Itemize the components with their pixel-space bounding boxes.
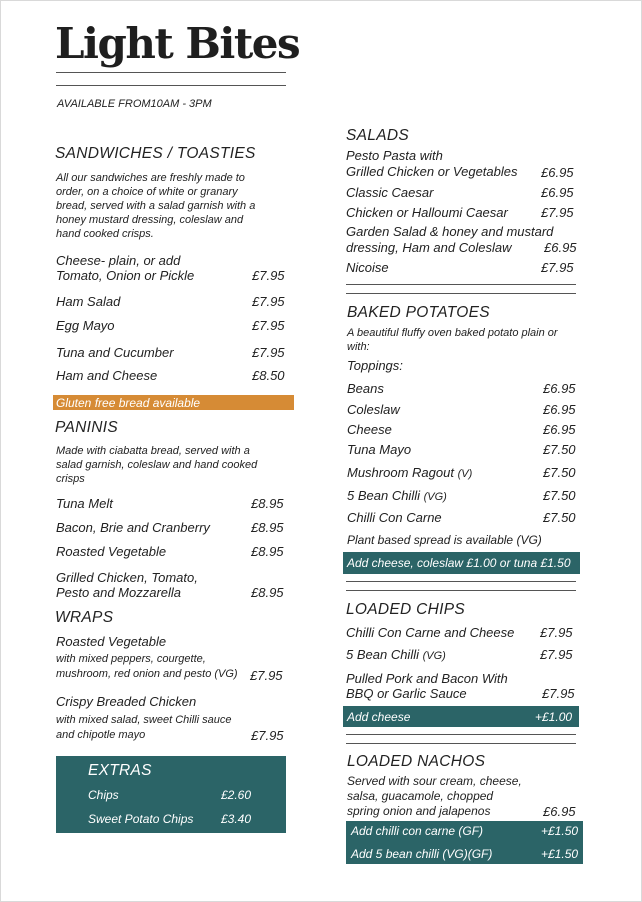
menu-item-price: £7.95	[251, 728, 284, 743]
menu-item-name: Tuna Melt	[56, 496, 113, 511]
item-line: dressing, Ham and Coleslaw	[346, 240, 512, 255]
menu-item-price: £6.95	[544, 240, 577, 255]
menu-item-price: £6.95	[541, 185, 574, 200]
menu-item-price: £6.95	[543, 402, 576, 417]
section-heading-salads: SALADS	[346, 127, 409, 144]
detail-line: and chipotle mayo	[56, 729, 146, 741]
desc-line: bread, served with a salad garnish with a	[56, 200, 256, 212]
divider	[346, 284, 576, 285]
menu-item-name: Bacon, Brie and Cranberry	[56, 520, 210, 535]
diet-tag: (VG)	[423, 491, 447, 503]
menu-item-price: £7.95	[540, 647, 573, 662]
menu-item-name	[346, 647, 446, 664]
menu-item-name	[56, 253, 194, 283]
desc-line: Served with sour cream, cheese,	[347, 774, 522, 788]
paninis-description	[56, 444, 296, 486]
divider	[346, 734, 576, 735]
item-line: Pulled Pork and Bacon With	[346, 671, 508, 686]
menu-item-price: £7.95	[542, 686, 575, 701]
extras-item-price: £3.40	[221, 812, 252, 826]
menu-item-price: £7.50	[543, 465, 576, 480]
menu-item-name	[346, 148, 518, 179]
addon-price: +£1.50	[541, 824, 579, 838]
section-heading-baked-potatoes: BAKED POTATOES	[347, 304, 490, 321]
desc-line: salsa, guacamole, chopped	[347, 789, 494, 803]
menu-item-price: £8.95	[251, 496, 284, 511]
item-line: Garden Salad & honey and mustard	[346, 224, 554, 239]
menu-item-name: Egg Mayo	[56, 318, 115, 333]
addon-text: Add cheese, coleslaw £1.00 or tuna £1.50	[347, 556, 571, 570]
extras-item-name: Sweet Potato Chips	[88, 812, 194, 826]
section-heading-sandwiches: SANDWICHES / TOASTIES	[55, 145, 256, 162]
addon-name: Add chilli con carne (GF)	[351, 824, 484, 838]
menu-item-price: £7.95	[252, 294, 285, 309]
menu-item-name: Coleslaw	[347, 402, 400, 417]
menu-item-price: £6.95	[543, 422, 576, 437]
menu-item-name: Cheese	[347, 422, 392, 437]
menu-item-name: Chilli Con Carne and Cheese	[346, 625, 515, 640]
menu-item-price: £7.50	[543, 510, 576, 525]
menu-item-name	[346, 224, 553, 255]
loaded-chips-addon-banner	[343, 706, 579, 727]
menu-item-price: £6.95	[541, 165, 574, 180]
section-heading-loaded-chips: LOADED CHIPS	[346, 601, 466, 618]
desc-line: honey mustard dressing, coleslaw and	[56, 214, 244, 226]
item-text: 5 Bean Chilli	[346, 647, 419, 662]
diet-tag: (V)	[457, 468, 473, 480]
section-heading-wraps: WRAPS	[55, 609, 114, 626]
menu-item-price: £7.95	[252, 318, 285, 333]
item-line: Grilled Chicken or Vegetables	[346, 164, 518, 179]
menu-item-price: £8.95	[251, 585, 284, 600]
extras-item-price: £2.60	[221, 788, 252, 802]
item-line: Pesto and Mozzarella	[56, 585, 182, 600]
desc-line: order, on a choice of white or granary	[56, 186, 238, 198]
menu-item-name: Tuna and Cucumber	[56, 345, 174, 360]
desc-line: Made with ciabatta bread, served with a	[56, 445, 250, 457]
menu-item-price: £8.50	[252, 368, 285, 383]
menu-item-price: £6.95	[543, 804, 576, 819]
item-line: Grilled Chicken, Tomato,	[56, 570, 198, 585]
menu-item-name: Beans	[347, 381, 384, 396]
addon-name: Add 5 bean chilli (VG)(GF)	[351, 847, 493, 861]
menu-item-name: Roasted Vegetable	[56, 634, 167, 649]
gluten-free-banner	[53, 395, 294, 410]
menu-item-detail	[56, 713, 231, 743]
title-rule-2	[56, 85, 286, 86]
item-line: BBQ or Garlic Sauce	[346, 686, 467, 701]
detail-line: with mixed salad, sweet Chilli sauce	[56, 714, 232, 726]
menu-item-name: Chicken or Halloumi Caesar	[346, 205, 508, 220]
menu-item-name: Ham Salad	[56, 294, 121, 309]
desc-line: salad garnish, coleslaw and hand cooked	[56, 459, 258, 471]
menu-item-price: £7.95	[250, 668, 283, 683]
divider	[346, 743, 576, 744]
desc-line: hand cooked crisps.	[56, 228, 154, 240]
item-line: Tomato, Onion or Pickle	[56, 268, 195, 283]
menu-item-name	[347, 488, 447, 505]
menu-item-name: Nicoise	[346, 260, 389, 275]
desc-line: A beautiful fluffy oven baked potato plain or	[347, 327, 558, 339]
baked-potatoes-description	[347, 326, 587, 354]
menu-item-price: £6.95	[543, 381, 576, 396]
section-heading-loaded-nachos: LOADED NACHOS	[347, 753, 486, 770]
item-line: Pesto Pasta with	[346, 148, 443, 163]
menu-item-name: Ham and Cheese	[56, 368, 158, 383]
menu-item-name: Classic Caesar	[346, 185, 434, 200]
title-rule-1	[56, 72, 286, 73]
desc-line: crisps	[56, 473, 85, 485]
menu-item-price: £7.95	[252, 268, 285, 283]
menu-item-price: £8.95	[251, 544, 284, 559]
item-text: 5 Bean Chilli	[347, 488, 420, 503]
divider	[346, 590, 576, 591]
menu-item-name: Roasted Vegetable	[56, 544, 167, 559]
menu-item-name: Crispy Breaded Chicken	[56, 694, 197, 709]
nachos-description	[347, 774, 522, 819]
menu-item-name: Chilli Con Carne	[347, 510, 442, 525]
menu-item-price: £7.95	[541, 205, 574, 220]
sandwiches-description	[56, 171, 296, 241]
item-line: Cheese- plain, or add	[56, 253, 181, 268]
menu-item-price: £7.50	[543, 442, 576, 457]
loaded-nachos-addon-box	[346, 821, 583, 864]
detail-line: with mixed peppers, courgette,	[56, 653, 206, 665]
addon-price: +£1.50	[541, 847, 579, 861]
section-heading-paninis: PANINIS	[55, 419, 118, 436]
menu-item-detail	[56, 652, 238, 682]
baked-potatoes-addon-banner	[343, 552, 580, 574]
extras-box	[56, 756, 286, 833]
gluten-free-text: Gluten free bread available	[56, 396, 201, 410]
addon-price: +£1.00	[535, 710, 573, 724]
item-text: Mushroom Ragout	[347, 465, 454, 480]
desc-line: with:	[347, 341, 370, 353]
menu-item-name	[347, 465, 472, 482]
divider	[346, 293, 576, 294]
menu-item-name	[346, 671, 508, 701]
menu-item-price: £7.95	[252, 345, 285, 360]
page-title: Light Bites	[55, 19, 300, 68]
menu-item-name	[56, 570, 198, 600]
menu-item-price: £7.95	[541, 260, 574, 275]
extras-item-name: Chips	[88, 788, 119, 802]
plant-based-note: Plant based spread is available (VG)	[347, 533, 542, 547]
availability-text: AVAILABLE FROM10AM - 3PM	[57, 98, 212, 110]
addon-name: Add cheese	[347, 710, 411, 724]
menu-item-price: £7.50	[543, 488, 576, 503]
menu-item-price: £8.95	[251, 520, 284, 535]
desc-line: All our sandwiches are freshly made to	[56, 172, 245, 184]
divider	[346, 581, 576, 582]
diet-tag: (VG)	[422, 650, 446, 662]
section-heading-extras: EXTRAS	[88, 762, 152, 779]
detail-line: mushroom, red onion and pesto (VG)	[56, 668, 238, 680]
menu-item-price: £7.95	[540, 625, 573, 640]
toppings-label: Toppings:	[347, 358, 403, 373]
desc-line: spring onion and jalapenos	[347, 804, 491, 818]
menu-item-name: Tuna Mayo	[347, 442, 412, 457]
